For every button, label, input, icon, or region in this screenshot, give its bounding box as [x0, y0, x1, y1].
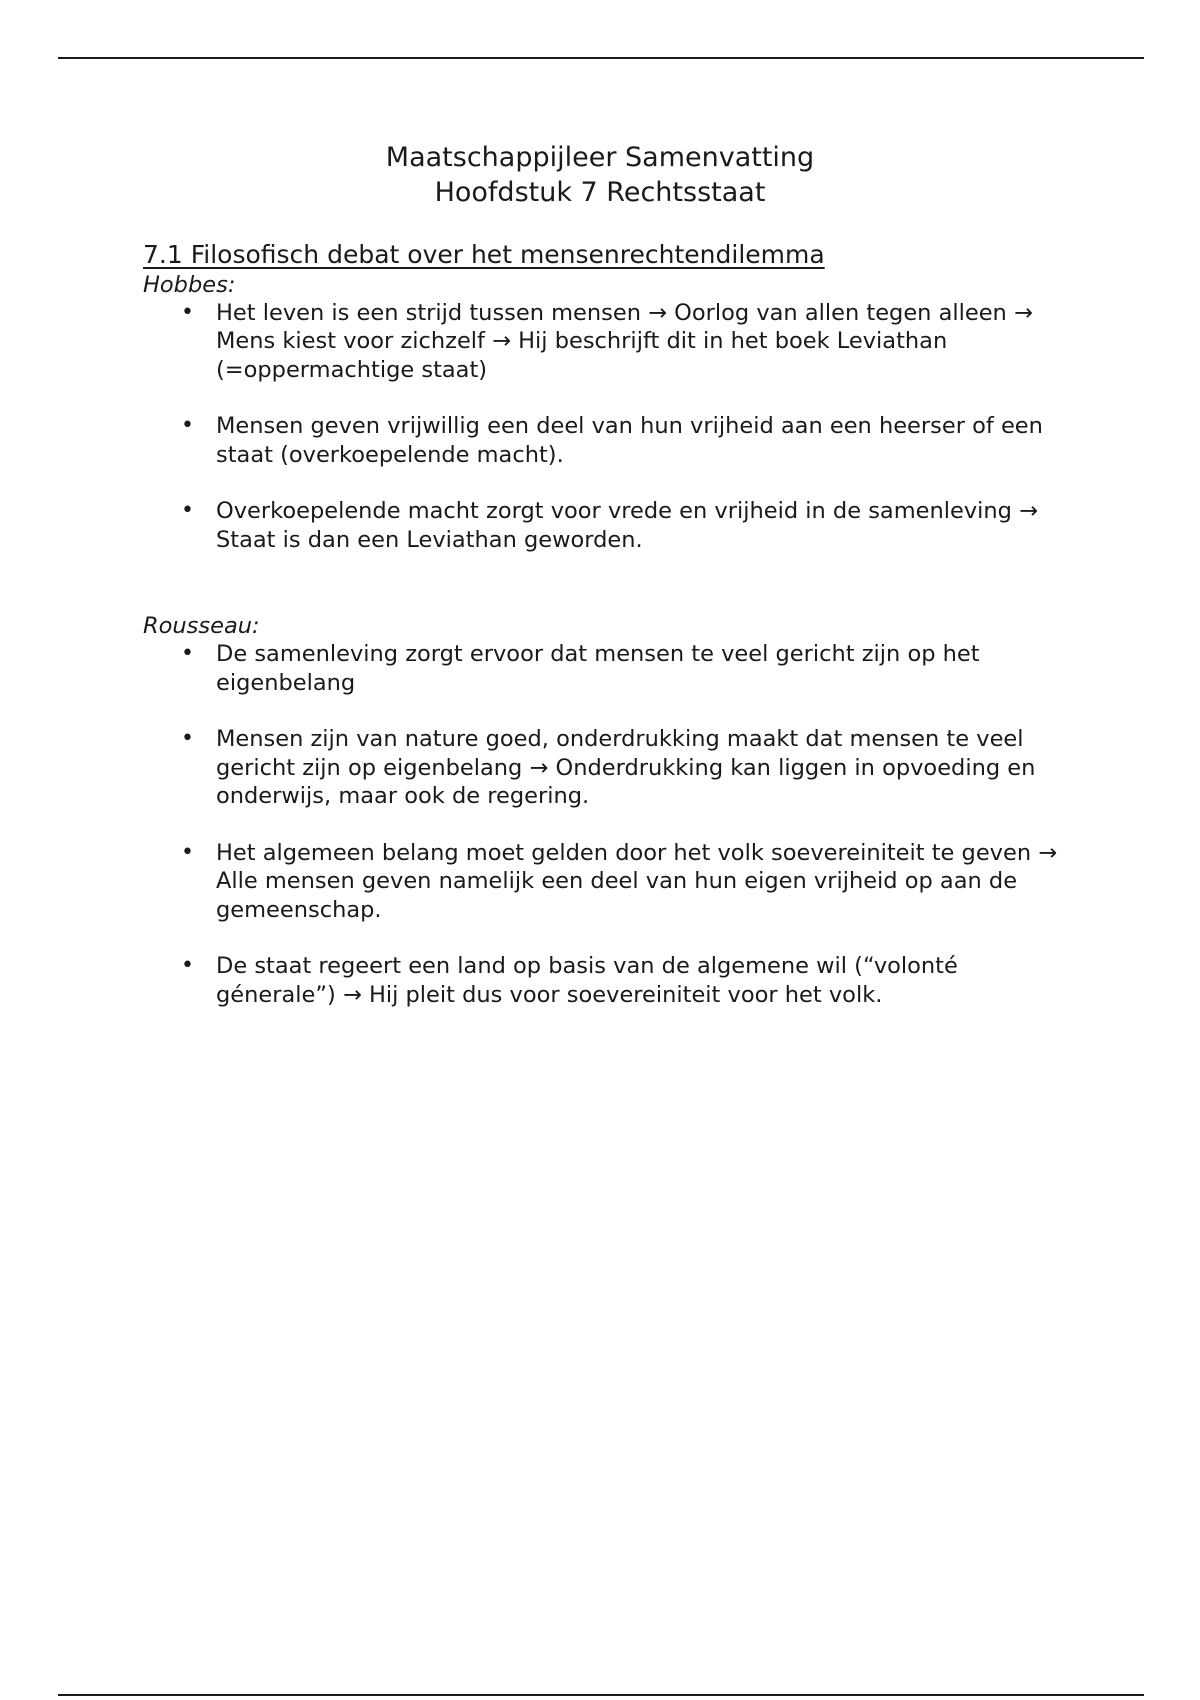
footer-rule	[58, 1694, 1144, 1696]
bullet-icon: •	[181, 641, 194, 666]
list-item	[143, 412, 1083, 469]
document-title: Maatschappijleer Samenvatting	[385, 142, 815, 173]
list-item	[143, 299, 1083, 385]
list-item	[143, 952, 1083, 1009]
list-item-text: Het leven is een strijd tussen mensen → Oorlog van allen tegen alleen → Mens kiest voor zichzelf → Hij beschrijft dit in het boek Leviathan (=oppermachtige staat)	[216, 299, 1033, 383]
document-body	[143, 240, 1083, 1009]
list-item-text: Mensen zijn van nature goed, onderdrukking maakt dat mensen te veel gericht zijn op eigenbelang → Onderdrukking kan liggen in opvoeding en onderwijs, maar ook de regering.	[216, 726, 1036, 809]
list-item	[143, 725, 1083, 811]
list-item-text: Mensen geven vrijwillig een deel van hun vrijheid aan een heerser of een staat (overkoepelende macht).	[216, 413, 1043, 468]
bullet-icon: •	[181, 839, 194, 865]
bullet-icon: •	[181, 726, 194, 751]
header-rule	[58, 57, 1144, 59]
document-title-block	[0, 140, 1200, 210]
hobbes-list	[143, 299, 1083, 555]
list-item	[143, 640, 1083, 697]
bullet-icon: •	[181, 498, 194, 523]
rousseau-list	[143, 640, 1083, 1009]
rousseau-label: Rousseau:	[143, 613, 260, 639]
section-heading: 7.1 Filosofisch debat over het mensenrechtendilemma	[143, 240, 825, 269]
list-item	[143, 839, 1083, 925]
list-item-text: De staat regeert een land op basis van de algemene wil (“volonté génerale”) → Hij pleit dus voor soevereiniteit voor het volk.	[216, 953, 958, 1008]
bullet-icon: •	[181, 953, 194, 978]
section-spacer	[143, 554, 1083, 612]
hobbes-label: Hobbes:	[143, 271, 236, 298]
bullet-icon: •	[181, 299, 194, 325]
list-item-text: De samenleving zorgt ervoor dat mensen te veel gericht zijn op het eigenbelang	[216, 641, 980, 696]
list-item-text: Het algemeen belang moet gelden door het volk soevereiniteit te geven → Alle mensen geven namelijk een deel van hun eigen vrijheid op aan de gemeenschap.	[216, 839, 1058, 923]
bullet-icon: •	[181, 413, 194, 438]
list-item-text: Overkoepelende macht zorgt voor vrede en vrijheid in de samenleving → Staat is dan een Leviathan geworden.	[216, 498, 1038, 553]
list-item	[143, 497, 1083, 554]
document-subtitle: Hoofdstuk 7 Rechtsstaat	[434, 177, 766, 208]
